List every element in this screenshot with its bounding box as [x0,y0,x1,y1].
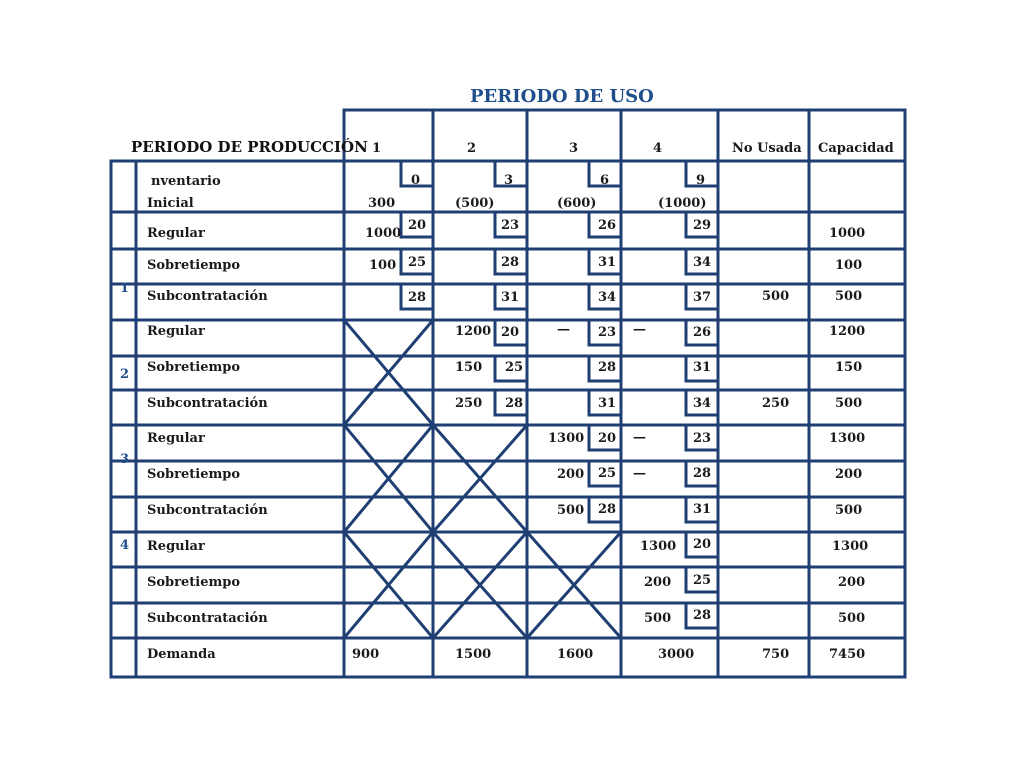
demand-value: 900 [352,647,380,662]
inventory-cost: 0 [411,173,421,188]
unit-cost: 23 [693,431,712,446]
demand-capacity-total: 7450 [829,647,866,662]
demand-unused-total: 750 [762,647,790,662]
allocation-value: 100 [369,258,397,273]
capacity-value: 500 [835,289,863,304]
unit-cost: 31 [693,502,712,517]
column-header-3: 3 [569,141,579,156]
inventory-label-initial: Inicial [147,196,194,211]
allocation-value: 200 [644,575,672,590]
inventory-value: (600) [557,196,597,211]
period-label-4: 4 [120,538,130,553]
unit-cost: 31 [501,290,520,305]
inventory-label: nventario [151,174,221,189]
capacity-value: 1300 [829,431,866,446]
inventory-cost: 3 [504,173,514,188]
unused-value: 500 [762,289,790,304]
demand-value: 1600 [557,647,594,662]
unit-cost: 28 [598,502,617,517]
unit-cost: 25 [693,573,712,588]
inventory-value: 300 [368,196,396,211]
column-header-capacity: Capacidad [818,141,894,156]
row-label-overtime: Sobretiempo [147,575,240,590]
unit-cost: 20 [693,537,712,552]
capacity-value: 100 [835,258,863,273]
demand-value: 1500 [455,647,492,662]
row-label-overtime: Sobretiempo [147,258,240,273]
allocation-value: 1000 [365,226,402,241]
unit-cost: 25 [598,466,617,481]
capacity-value: 1200 [829,324,866,339]
unit-cost: 34 [598,290,617,305]
inventory-value: (1000) [658,196,707,211]
allocation-dash: — [633,430,646,445]
unit-cost: 25 [505,360,524,375]
row-label-regular: Regular [147,324,205,339]
allocation-dash: — [633,466,646,481]
unit-cost: 28 [693,608,712,623]
allocation-value: 500 [557,503,585,518]
capacity-value: 150 [835,360,863,375]
inventory-cost: 9 [696,173,706,188]
row-label-overtime: Sobretiempo [147,360,240,375]
unit-cost: 23 [501,218,520,233]
row-label-subcontract: Subcontratación [147,503,268,518]
unit-cost: 31 [693,360,712,375]
allocation-value: 500 [644,611,672,626]
period-label-3: 3 [120,452,130,467]
unit-cost: 34 [693,255,712,270]
demand-label: Demanda [147,647,216,662]
row-label-regular: Regular [147,431,205,446]
production-period-heading: PERIODO DE PRODUCCIÓN [131,138,368,156]
row-label-overtime: Sobretiempo [147,467,240,482]
unit-cost: 34 [693,396,712,411]
period-label-2: 2 [120,367,130,382]
period-label-1: 1 [120,281,130,296]
allocation-value: 1300 [640,539,677,554]
unit-cost: 25 [408,255,427,270]
unit-cost: 20 [501,325,520,340]
allocation-value: 150 [455,360,483,375]
row-label-subcontract: Subcontratación [147,289,268,304]
row-label-subcontract: Subcontratación [147,611,268,626]
unit-cost: 20 [408,218,427,233]
column-header-1: 1 [372,141,382,156]
unit-cost: 28 [598,360,617,375]
unit-cost: 23 [598,325,617,340]
unit-cost: 28 [408,290,427,305]
capacity-value: 500 [835,503,863,518]
unit-cost: 28 [693,466,712,481]
row-label-subcontract: Subcontratación [147,396,268,411]
allocation-value: 1200 [455,324,492,339]
unit-cost: 31 [598,396,617,411]
column-header-4: 4 [653,141,663,156]
allocation-value: 1300 [548,431,585,446]
column-header-unused: No Usada [732,141,802,156]
allocation-value: 200 [557,467,585,482]
unit-cost: 29 [693,218,712,233]
unit-cost: 28 [505,396,524,411]
inventory-cost: 6 [600,173,610,188]
unit-cost: 37 [693,290,712,305]
capacity-value: 200 [835,467,863,482]
demand-value: 3000 [658,647,695,662]
unit-cost: 31 [598,255,617,270]
row-label-regular: Regular [147,539,205,554]
unit-cost: 26 [693,325,712,340]
table-title: PERIODO DE USO [470,86,654,107]
capacity-value: 1300 [832,539,869,554]
allocation-dash: — [557,322,570,337]
allocation-dash: — [633,322,646,337]
unit-cost: 28 [501,255,520,270]
capacity-value: 200 [838,575,866,590]
row-label-regular: Regular [147,226,205,241]
inventory-value: (500) [455,196,495,211]
capacity-value: 1000 [829,226,866,241]
capacity-value: 500 [835,396,863,411]
allocation-value: 250 [455,396,483,411]
unit-cost: 20 [598,431,617,446]
unit-cost: 26 [598,218,617,233]
capacity-value: 500 [838,611,866,626]
column-header-2: 2 [467,141,477,156]
unused-value: 250 [762,396,790,411]
